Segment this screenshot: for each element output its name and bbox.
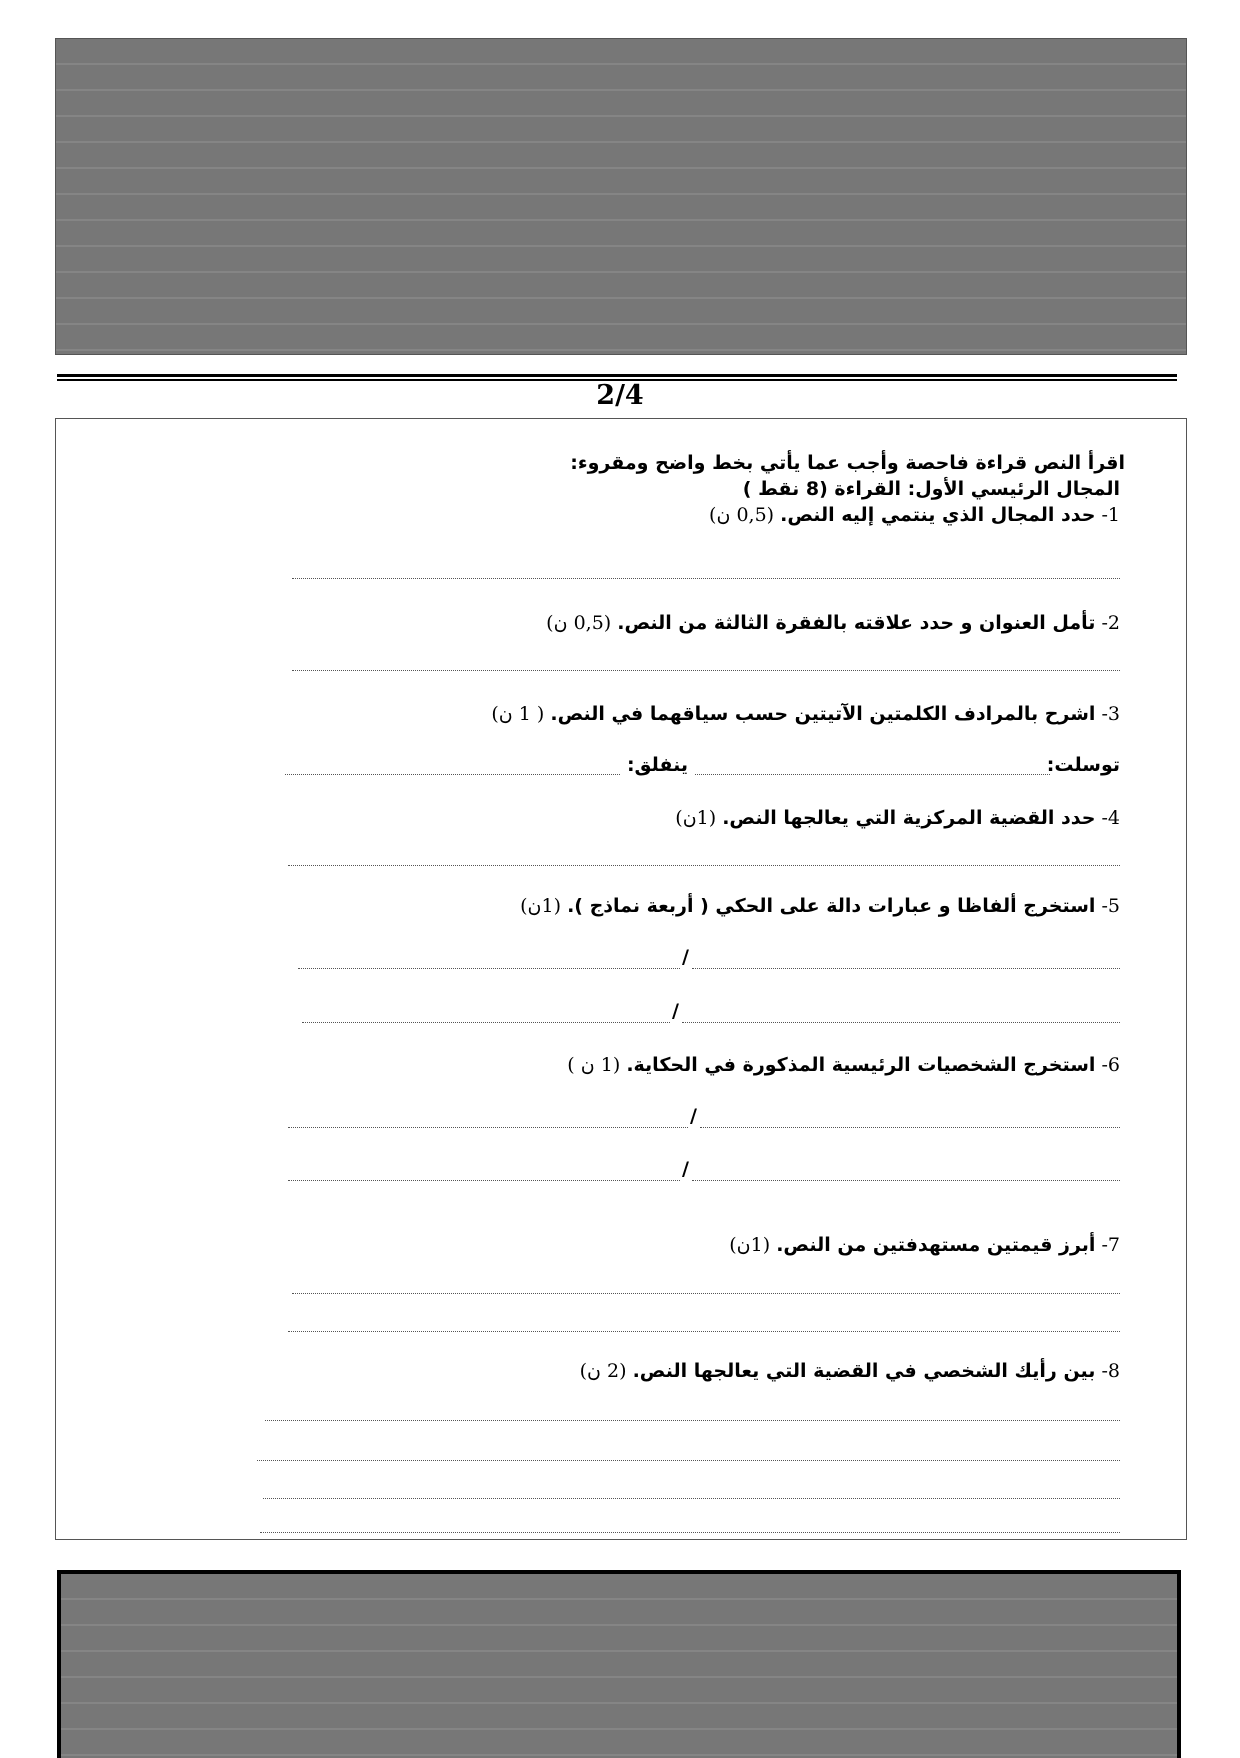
question-2 (546, 610, 1120, 636)
answer-line-right[interactable] (692, 1180, 1120, 1181)
question-number: 4- (1101, 807, 1120, 829)
answer-separator: / (682, 1158, 689, 1180)
question-number: 2- (1101, 612, 1120, 634)
answer-separator: / (690, 1105, 697, 1127)
question-number: 8- (1101, 1360, 1120, 1382)
double-rule-top (57, 374, 1177, 377)
answer-line[interactable] (288, 1331, 1120, 1332)
answer-line-left[interactable] (298, 968, 680, 969)
question-points: (1ن) (729, 1234, 771, 1256)
question-text: أبرز قيمتين مستهدفتين من النص. (776, 1234, 1096, 1256)
question-text: حدد المجال الذي ينتمي إليه النص. (780, 504, 1096, 526)
question-5 (520, 893, 1120, 919)
vocab-answer-2[interactable] (285, 774, 620, 775)
question-text: تأمل العنوان و حدد علاقته بالفقرة الثالثة من النص. (617, 612, 1096, 634)
question-points: (1ن) (675, 807, 717, 829)
question-6 (567, 1052, 1120, 1078)
answer-line[interactable] (292, 578, 1120, 579)
question-text: استخرج الشخصيات الرئيسية المذكورة في الحكاية. (626, 1054, 1096, 1076)
question-4 (675, 805, 1120, 831)
question-points: (0,5 ن) (709, 504, 775, 526)
answer-separator: / (682, 946, 689, 968)
question-text: بين رأيك الشخصي في القضية التي يعالجها النص. (632, 1360, 1096, 1382)
bottom-redacted-block (57, 1570, 1181, 1758)
question-text: استخرج ألفاظا و عبارات دالة على الحكي ( أربعة نماذج ). (567, 895, 1096, 917)
vocab-word-2: ينفلق: (626, 754, 688, 776)
answer-line-left[interactable] (288, 1180, 680, 1181)
question-number: 3- (1101, 703, 1120, 725)
answer-line-left[interactable] (288, 1127, 688, 1128)
question-text: اشرح بالمرادف الكلمتين الآتيتين حسب سياقهما في النص. (550, 703, 1096, 725)
section-title: المجال الرئيسي الأول: القراءة (8 نقط ) (742, 478, 1120, 500)
question-points: (0,5 ن) (546, 612, 612, 634)
answer-line-right[interactable] (682, 1022, 1120, 1023)
answer-line[interactable] (292, 1293, 1120, 1294)
answer-line[interactable] (265, 1420, 1120, 1421)
question-points: (1ن) (520, 895, 562, 917)
question-3 (491, 701, 1120, 727)
answer-line[interactable] (288, 865, 1120, 866)
answer-line-right[interactable] (700, 1127, 1120, 1128)
question-number: 6- (1101, 1054, 1120, 1076)
answer-line-right[interactable] (692, 968, 1120, 969)
page-number: 2/4 (596, 380, 644, 411)
answer-line[interactable] (292, 670, 1120, 671)
instructions: اقرأ النص قراءة فاحصة وأجب عما يأتي بخط واضح ومقروء: (570, 452, 1125, 474)
question-points: ( 1 ن) (491, 703, 545, 725)
top-redacted-block (55, 38, 1187, 355)
question-1 (709, 502, 1120, 528)
answer-line[interactable] (257, 1460, 1120, 1461)
vocab-word-1: توسلت: (1046, 754, 1120, 776)
answer-separator: / (672, 1000, 679, 1022)
question-points: (2 ن) (579, 1360, 627, 1382)
answer-line[interactable] (263, 1498, 1120, 1499)
question-number: 1- (1101, 504, 1120, 526)
question-8 (580, 1358, 1120, 1384)
question-number: 7- (1101, 1234, 1120, 1256)
question-points: (1 ن ) (567, 1054, 621, 1076)
question-number: 5- (1101, 895, 1120, 917)
question-text: حدد القضية المركزية التي يعالجها النص. (722, 807, 1096, 829)
question-7 (729, 1232, 1120, 1258)
answer-line[interactable] (260, 1532, 1120, 1533)
vocab-answer-1[interactable] (695, 774, 1050, 775)
answer-line-left[interactable] (302, 1022, 670, 1023)
